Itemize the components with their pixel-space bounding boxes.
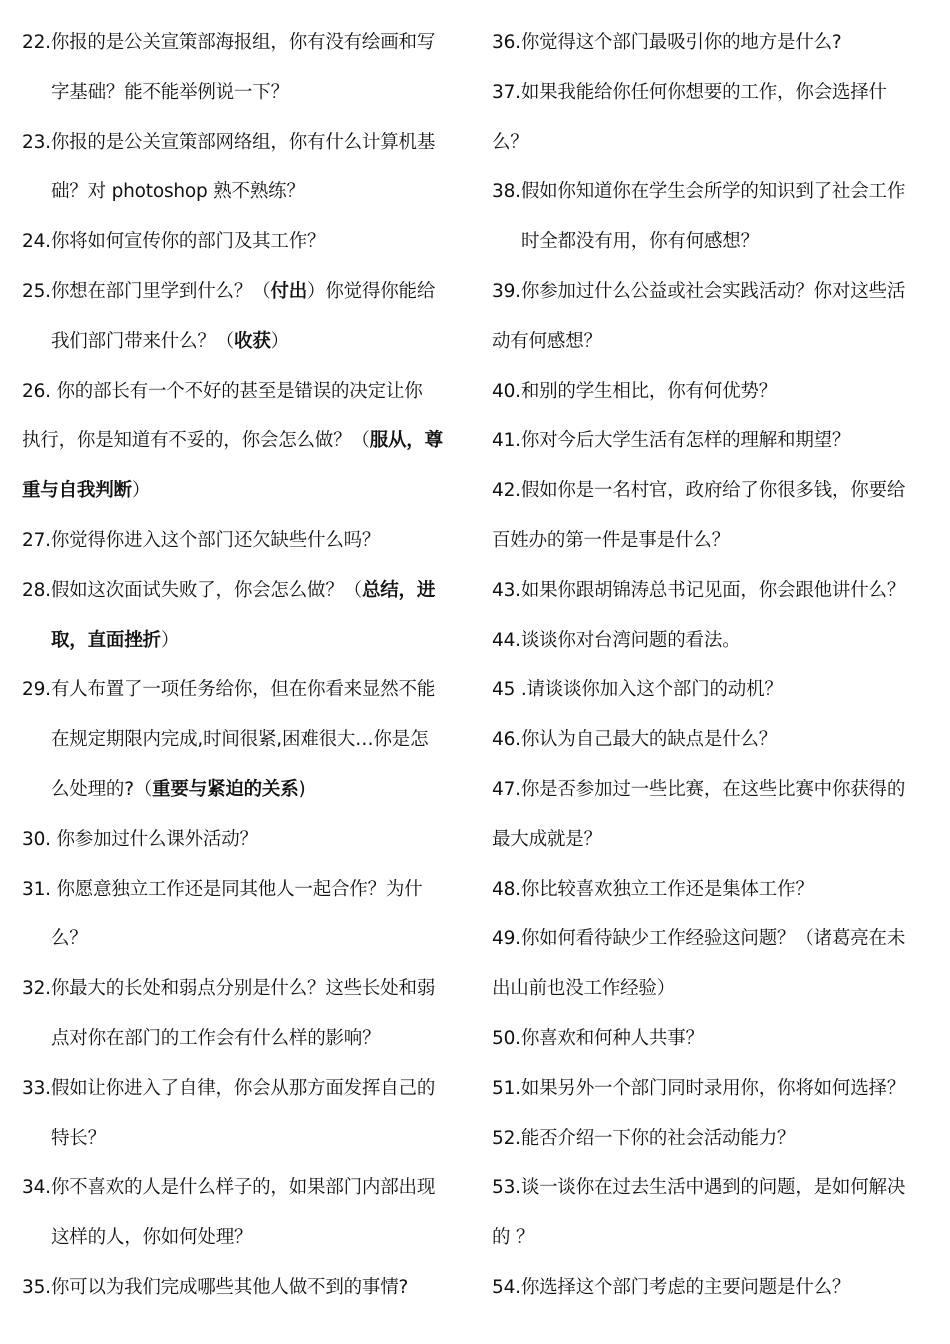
question-line [22,566,467,616]
question-text: 36.你觉得这个部门最吸引你的地方是什么? [492,32,842,53]
question-line [22,815,467,865]
question-line [22,267,467,317]
bold-hint-text: 重与自我判断 [22,480,132,502]
question-line [492,317,948,367]
question-text: 动有何感想？ [492,330,602,352]
question-line [492,914,948,964]
question-text: 53.谈一谈你在过去生活中遇到的问题，是如何解决 [492,1177,906,1199]
question-line [22,865,467,915]
question-text: 49.你如何看待缺少工作经验这问题？（诸葛亮在未 [492,928,906,950]
question-line [22,616,467,666]
question-line [22,964,467,1014]
question-line [22,217,467,267]
question-text: 39.你参加过什么公益或社会实践活动？你对这些活 [492,280,906,302]
bold-hint-text: 取，直面挫折 [51,629,161,651]
bold-hint-text: 服从，尊 [369,430,443,452]
question-line [492,267,948,317]
question-line [22,1014,467,1064]
question-text: 百姓办的第一件是事是什么？ [492,529,730,551]
question-line [22,516,467,566]
question-text: 30. 你参加过什么课外活动？ [22,828,258,850]
question-text: 43.如果你跟胡锦涛总书记见面，你会跟他讲什么？ [492,579,906,601]
question-text: 34.你不喜欢的人是什么样子的，如果部门内部出现 [22,1177,436,1199]
question-text: 最大成就是？ [492,828,602,850]
question-text: 么处理的?（ [51,778,153,800]
question-line [492,765,948,815]
question-line [492,865,948,915]
question-text: 47.你是否参加过一些比赛，在这些比赛中你获得的 [492,778,906,800]
right-question-column [492,18,948,1313]
question-line [492,1213,948,1263]
bold-hint-text: 重要与紧迫的关系 [152,778,299,800]
question-line [22,715,467,765]
question-line [492,566,948,616]
question-line [492,815,948,865]
question-line [492,964,948,1014]
question-text: 27.你觉得你进入这个部门还欠缺些什么吗？ [22,529,381,551]
question-line [22,416,467,466]
question-line [492,1163,948,1213]
question-text: 52.能否介绍一下你的社会活动能力？ [492,1127,796,1149]
question-line [492,1064,948,1114]
question-line [22,914,467,964]
question-line [492,715,948,765]
question-line [492,367,948,417]
question-line [492,1263,948,1313]
question-line [492,416,948,466]
question-text: 24.你将如何宣传你的部门及其工作？ [22,231,326,253]
question-text: 的 ？ [492,1227,535,1249]
question-text: 29.有人布置了一项任务给你，但在你看来显然不能 [22,679,436,701]
question-line [22,1163,467,1213]
question-text: 出山前也没工作经验） [492,978,676,1000]
question-text: 26. 你的部长有一个不好的甚至是错误的决定让你 [22,380,423,402]
bold-hint-text: 付出 [270,280,308,302]
question-text: ）你觉得你能给 [307,280,436,302]
question-text: 23.你报的是公关宣策部网络组，你有什么计算机基 [22,131,436,153]
question-line [22,1263,467,1313]
question-text: 22.你报的是公关宣策部海报组，你有没有绘画和写 [22,32,436,53]
bold-hint-text: 总结，进 [361,579,436,601]
question-line [492,616,948,666]
question-text: ) [298,778,306,800]
question-line [22,1114,467,1164]
question-text: 40.和别的学生相比，你有何优势？ [492,380,778,402]
question-text: 54.你选择这个部门考虑的主要问题是什么？ [492,1276,851,1298]
question-line [22,367,467,417]
question-line [492,516,948,566]
question-text: 25.你想在部门里学到什么？（ [22,280,271,302]
question-text: 28.假如这次面试失败了，你会怎么做？（ [22,579,362,601]
question-text: 32.你最大的长处和弱点分别是什么？这些长处和弱 [22,978,436,1000]
question-text: ） [270,330,289,352]
question-line [492,466,948,516]
question-text: 么？ [51,928,88,950]
question-line [492,1114,948,1164]
question-line [492,665,948,715]
question-text: 点对你在部门的工作会有什么样的影响？ [51,1027,381,1049]
question-text: 45 .请谈谈你加入这个部门的动机？ [492,679,783,701]
question-text: ） [160,629,180,651]
question-line [22,167,467,217]
question-text: 这样的人，你如何处理？ [51,1227,253,1249]
question-line [22,1064,467,1114]
question-text: 37.如果我能给你任何你想要的工作，你会选择什 [492,81,887,103]
question-text: 38.假如你知道你在学生会所学的知识到了社会工作 [492,181,906,203]
question-line [492,18,948,68]
question-line [22,1213,467,1263]
question-text: 44.谈谈你对台湾问题的看法。 [492,629,741,651]
question-line [22,665,467,715]
question-text: ） [131,480,151,502]
question-text: 41.你对今后大学生活有怎样的理解和期望？ [492,430,851,452]
question-text: 字基础？能不能举例说一下？ [51,81,289,103]
question-line [22,765,467,815]
question-text: 35.你可以为我们完成哪些其他人做不到的事情? [22,1276,409,1298]
question-text: 42.假如你是一名村官，政府给了你很多钱，你要给 [492,480,906,502]
question-text: 51.如果另外一个部门同时录用你，你将如何选择？ [492,1077,906,1099]
question-text: 在规定期限内完成,时间很紧,困难很大…你是怎 [51,729,429,751]
question-text: 时全都没有用，你有何感想？ [521,231,759,253]
question-text: 31. 你愿意独立工作还是同其他人一起合作？为什 [22,878,423,900]
question-text: 50.你喜欢和何种人共事？ [492,1027,704,1049]
question-line [22,466,467,516]
question-line [22,68,467,118]
question-line [492,217,948,267]
question-text: 执行，你是知道有不妥的，你会怎么做？（ [22,430,370,452]
question-line [492,118,948,168]
question-text: 特长？ [51,1127,106,1149]
question-line [492,68,948,118]
question-text: 33.假如让你进入了自律，你会从那方面发挥自己的 [22,1077,436,1099]
question-text: 础？对 photoshop 熟不熟练？ [51,181,305,203]
question-line [492,1014,948,1064]
question-text: 么？ [492,131,529,153]
question-text: 46.你认为自己最大的缺点是什么？ [492,729,778,751]
question-line [492,167,948,217]
question-line [22,18,467,68]
bold-hint-text: 收获 [234,330,271,352]
left-question-column [22,18,467,1313]
question-text: 我们部门带来什么？（ [51,330,235,352]
question-text: 48.你比较喜欢独立工作还是集体工作？ [492,878,814,900]
question-line [22,317,467,367]
question-line [22,118,467,168]
